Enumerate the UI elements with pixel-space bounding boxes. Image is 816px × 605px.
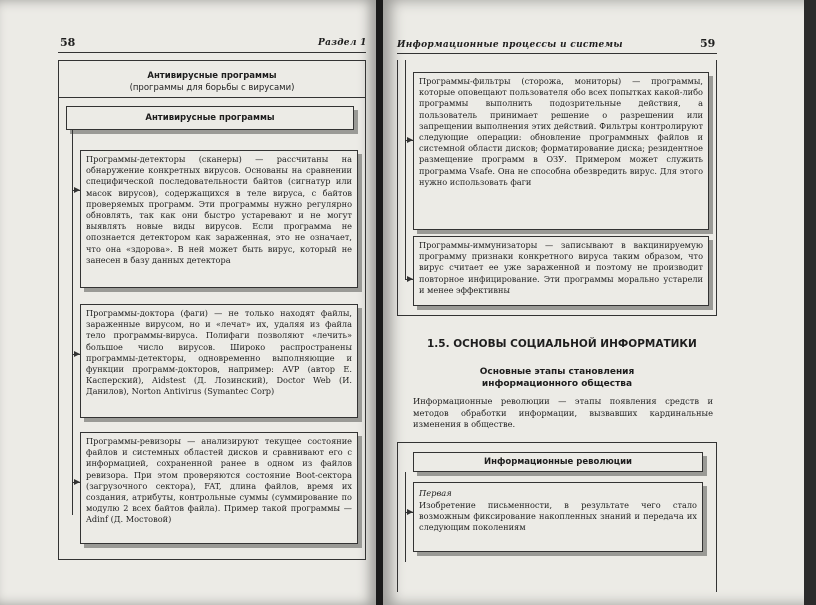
first-arrow — [407, 509, 413, 515]
detectors-text: Программы-детекторы (сканеры) — рассчитаны на обнаружение конкретных вирусов. Основаны на сравнении специфической последовательности байтов (сигнатур или масок вирусов), содержащихся в теле вируса, с байтов проверяемых программ. Эти программы нужно регулярно обновлять, так как они быстро устаревают и не могут выявлять новые виды вирусов. Если программа не опознается детектором как зараженная, это не означает, что она «здорова». В ней может быть вирус, который не занесен в базу данных детектора — [86, 154, 352, 265]
right-running-head: Информационные процессы и системы — [397, 40, 623, 50]
detectors-arrow — [74, 187, 80, 193]
first-label: Первая — [419, 488, 452, 498]
outer-title-line1: Антивирусные программы — [147, 71, 277, 81]
left-page-number: 58 — [60, 36, 76, 49]
filters-text: Программы-фильтры (сторожа, мониторы) — программы, которые оповещают пользователя обо всех попытках какой-либо программы выполнить подозрительные действия, а пользователь принимает решение о разрешении или запрещении выполнения этих действий. Фильтры контролируют следующие операции: обновление программных файлов и системной области дисков; форматирование диска; резидентное размещение программ в ОЗУ. Примером может служить программа Vsafe. Она не способна обезвредить вирус. Для этого нужно использовать фаги — [419, 76, 703, 187]
doctors-text: Программы-доктора (фаги) — не только находят файлы, зараженные вирусом, но и «лечат» их, удаляя из файла тело программы-вируса. Полифаги позволяют «лечить» большое число вирусов. Широко распространены программы-детекторы, одновременно выполняющие и функции программ-докторов, например: AVP (автор Е. Касперский), Aidstest (Д. Лозинский), Doctor Web (И. Данилов), Norton Antivirus (Symantec Corp) — [86, 308, 352, 397]
section-heading: 1.5. ОСНОВЫ СОЦИАЛЬНОЙ ИНФОРМАТИКИ — [427, 338, 697, 350]
right-header-rule — [397, 53, 717, 54]
immunizers-text: Программы-иммунизаторы — записывают в вакцинируемую программу признаки конкретного вируса таким образом, что вирус считает ее уже зараженной и поэтому не производит повторное инфицирование. Эти программы морально устарели и менее эффективны — [419, 240, 703, 295]
revolutions-connector-line — [405, 472, 406, 562]
left-header-rule — [58, 52, 366, 53]
subheading-line1: Основные этапы становления — [479, 367, 635, 377]
outer-title-line2: (программы для борьбы с вирусами) — [129, 83, 295, 93]
right-page — [383, 0, 816, 605]
subheading-line2: информационного общества — [481, 379, 633, 389]
revolutions-title: Информационные революции — [483, 457, 633, 467]
auditors-arrow — [74, 479, 80, 485]
left-running-head: Раздел 1 — [318, 38, 367, 48]
definition-paragraph: Информационные революции — этапы появления средств и методов обработки информации, вызвавших кардинальные изменения в обществе. — [413, 396, 713, 429]
immunizers-arrow — [407, 276, 413, 282]
right-connector-line — [405, 60, 406, 280]
outer-title-rule — [58, 97, 366, 98]
left-page — [0, 0, 376, 605]
first-text: Изобретение письменности, в результате чего стало возможным фиксирование накопленных знаний и передача их следующим поколениям — [419, 500, 697, 533]
book-gutter — [376, 0, 383, 605]
auditors-text: Программы-ревизоры — анализируют текущее состояние файлов и системных областей дисков и сравнивают его с информацией, сохраненной ранее в одном из файлов ревизора. При этом проверяются состояние Boot-сектора (загрузочного сектора), FAT, длина файлов, время их создания, атрибуты, контрольные суммы (суммирование по модулю 2 всех байтов файла). Пример такой программы — Adinf (Д. Мостовой) — [86, 436, 352, 525]
filters-arrow — [407, 137, 413, 143]
doctors-arrow — [74, 351, 80, 357]
inner-title: Антивирусные программы — [145, 113, 275, 123]
right-page-number: 59 — [700, 37, 716, 50]
left-connector-line — [72, 130, 73, 515]
